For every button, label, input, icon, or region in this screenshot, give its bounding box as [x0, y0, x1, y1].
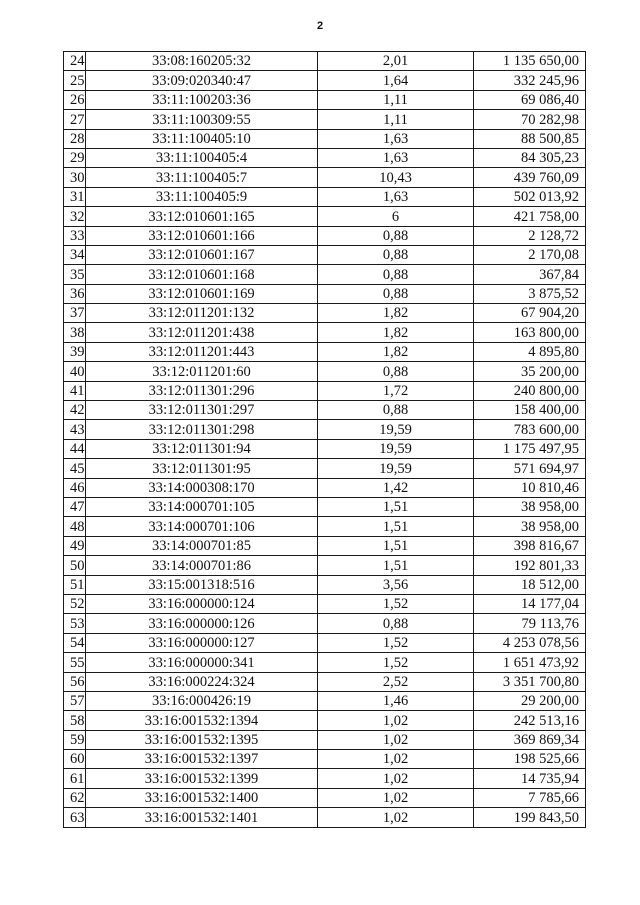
- cadastral-number-cell: 33:16:000000:124: [86, 594, 318, 613]
- cadastral-number-cell: 33:16:000000:126: [86, 614, 318, 633]
- row-number-cell: 48: [64, 517, 86, 536]
- cadastral-number-cell: 33:12:011201:443: [86, 342, 318, 361]
- area-value-cell: 1,63: [318, 129, 474, 148]
- cadastral-cost-cell: 2 170,08: [474, 245, 586, 264]
- area-value-cell: 1,82: [318, 304, 474, 323]
- cadastral-cost-cell: 70 282,98: [474, 110, 586, 129]
- table-row: [64, 594, 586, 613]
- area-value-cell: 1,02: [318, 750, 474, 769]
- area-value-cell: 19,59: [318, 420, 474, 439]
- cadastral-cost-cell: 79 113,76: [474, 614, 586, 633]
- cadastral-cost-cell: 1 175 497,95: [474, 439, 586, 458]
- area-value-cell: 0,88: [318, 226, 474, 245]
- row-number-cell: 60: [64, 750, 86, 769]
- row-number-cell: 44: [64, 439, 86, 458]
- cadastral-number-cell: 33:16:001532:1399: [86, 769, 318, 788]
- row-number-cell: 25: [64, 71, 86, 90]
- table-row: [64, 497, 586, 516]
- area-value-cell: 1,82: [318, 323, 474, 342]
- area-value-cell: 1,42: [318, 478, 474, 497]
- row-number-cell: 63: [64, 808, 86, 827]
- table-row: [64, 245, 586, 264]
- table-row: [64, 226, 586, 245]
- table-row: [64, 788, 586, 807]
- table-row: [64, 459, 586, 478]
- row-number-cell: 42: [64, 401, 86, 420]
- row-number-cell: 41: [64, 381, 86, 400]
- row-number-cell: 37: [64, 304, 86, 323]
- area-value-cell: 1,63: [318, 187, 474, 206]
- row-number-cell: 49: [64, 536, 86, 555]
- table-row: [64, 342, 586, 361]
- cadastral-number-cell: 33:08:160205:32: [86, 52, 318, 71]
- cadastral-number-cell: 33:16:001532:1395: [86, 730, 318, 749]
- cadastral-cost-cell: 783 600,00: [474, 420, 586, 439]
- cadastral-number-cell: 33:12:011201:60: [86, 362, 318, 381]
- cadastral-number-cell: 33:12:011301:95: [86, 459, 318, 478]
- cadastral-number-cell: 33:12:011301:296: [86, 381, 318, 400]
- row-number-cell: 45: [64, 459, 86, 478]
- area-value-cell: 1,46: [318, 691, 474, 710]
- row-number-cell: 52: [64, 594, 86, 613]
- table-row: [64, 401, 586, 420]
- table-row: [64, 556, 586, 575]
- cadastral-cost-cell: 67 904,20: [474, 304, 586, 323]
- table-row: [64, 381, 586, 400]
- row-number-cell: 57: [64, 691, 86, 710]
- area-value-cell: 1,63: [318, 148, 474, 167]
- cadastral-cost-cell: 7 785,66: [474, 788, 586, 807]
- cadastral-number-cell: 33:12:010601:166: [86, 226, 318, 245]
- cadastral-cost-cell: 35 200,00: [474, 362, 586, 381]
- cadastral-number-cell: 33:15:001318:516: [86, 575, 318, 594]
- cadastral-number-cell: 33:14:000308:170: [86, 478, 318, 497]
- table-row: [64, 207, 586, 226]
- cadastral-cost-cell: 369 869,34: [474, 730, 586, 749]
- area-value-cell: 2,01: [318, 52, 474, 71]
- cadastral-cost-cell: 4 895,80: [474, 342, 586, 361]
- area-value-cell: 2,52: [318, 672, 474, 691]
- cadastral-number-cell: 33:12:010601:167: [86, 245, 318, 264]
- row-number-cell: 46: [64, 478, 86, 497]
- cadastral-cost-cell: 199 843,50: [474, 808, 586, 827]
- row-number-cell: 59: [64, 730, 86, 749]
- cadastral-number-cell: 33:11:100405:9: [86, 187, 318, 206]
- area-value-cell: 1,02: [318, 769, 474, 788]
- row-number-cell: 30: [64, 168, 86, 187]
- row-number-cell: 26: [64, 90, 86, 109]
- area-value-cell: 1,52: [318, 653, 474, 672]
- cadastral-number-cell: 33:16:001532:1400: [86, 788, 318, 807]
- area-value-cell: 1,51: [318, 517, 474, 536]
- table-row: [64, 750, 586, 769]
- cadastral-number-cell: 33:12:011301:297: [86, 401, 318, 420]
- cadastral-number-cell: 33:16:001532:1401: [86, 808, 318, 827]
- cadastral-cost-cell: 332 245,96: [474, 71, 586, 90]
- table-row: [64, 90, 586, 109]
- cadastral-number-cell: 33:11:100203:36: [86, 90, 318, 109]
- cadastral-cost-cell: 192 801,33: [474, 556, 586, 575]
- cadastral-number-cell: 33:09:020340:47: [86, 71, 318, 90]
- cadastral-number-cell: 33:16:001532:1397: [86, 750, 318, 769]
- area-value-cell: 1,11: [318, 90, 474, 109]
- cadastral-number-cell: 33:14:000701:86: [86, 556, 318, 575]
- area-value-cell: 0,88: [318, 362, 474, 381]
- cadastral-number-cell: 33:11:100405:4: [86, 148, 318, 167]
- row-number-cell: 53: [64, 614, 86, 633]
- table-row: [64, 110, 586, 129]
- row-number-cell: 47: [64, 497, 86, 516]
- cadastral-value-table: [63, 51, 586, 828]
- cadastral-cost-cell: 4 253 078,56: [474, 633, 586, 652]
- row-number-cell: 36: [64, 284, 86, 303]
- cadastral-cost-cell: 10 810,46: [474, 478, 586, 497]
- area-value-cell: 19,59: [318, 459, 474, 478]
- area-value-cell: 1,51: [318, 497, 474, 516]
- row-number-cell: 50: [64, 556, 86, 575]
- row-number-cell: 62: [64, 788, 86, 807]
- row-number-cell: 31: [64, 187, 86, 206]
- cadastral-cost-cell: 3 875,52: [474, 284, 586, 303]
- table-row: [64, 304, 586, 323]
- area-value-cell: 6: [318, 207, 474, 226]
- table-row: [64, 517, 586, 536]
- cadastral-number-cell: 33:11:100405:7: [86, 168, 318, 187]
- table-row: [64, 536, 586, 555]
- area-value-cell: 1,02: [318, 788, 474, 807]
- cadastral-cost-cell: 38 958,00: [474, 517, 586, 536]
- table-row: [64, 52, 586, 71]
- cadastral-number-cell: 33:12:011201:132: [86, 304, 318, 323]
- table-row: [64, 614, 586, 633]
- row-number-cell: 55: [64, 653, 86, 672]
- table-row: [64, 129, 586, 148]
- area-value-cell: 19,59: [318, 439, 474, 458]
- cadastral-number-cell: 33:16:000000:341: [86, 653, 318, 672]
- cadastral-cost-cell: 3 351 700,80: [474, 672, 586, 691]
- table-row: [64, 633, 586, 652]
- row-number-cell: 29: [64, 148, 86, 167]
- cadastral-cost-cell: 367,84: [474, 265, 586, 284]
- cadastral-cost-cell: 18 512,00: [474, 575, 586, 594]
- cadastral-cost-cell: 1 135 650,00: [474, 52, 586, 71]
- cadastral-number-cell: 33:12:010601:165: [86, 207, 318, 226]
- table-row: [64, 691, 586, 710]
- row-number-cell: 34: [64, 245, 86, 264]
- row-number-cell: 24: [64, 52, 86, 71]
- cadastral-number-cell: 33:14:000701:106: [86, 517, 318, 536]
- cadastral-number-cell: 33:16:001532:1394: [86, 711, 318, 730]
- cadastral-cost-cell: 14 177,04: [474, 594, 586, 613]
- cadastral-cost-cell: 163 800,00: [474, 323, 586, 342]
- cadastral-number-cell: 33:12:010601:168: [86, 265, 318, 284]
- table-row: [64, 808, 586, 827]
- cadastral-number-cell: 33:14:000701:105: [86, 497, 318, 516]
- area-value-cell: 0,88: [318, 284, 474, 303]
- cadastral-cost-cell: 242 513,16: [474, 711, 586, 730]
- cadastral-cost-cell: 439 760,09: [474, 168, 586, 187]
- cadastral-number-cell: 33:11:100405:10: [86, 129, 318, 148]
- cadastral-number-cell: 33:11:100309:55: [86, 110, 318, 129]
- cadastral-cost-cell: 158 400,00: [474, 401, 586, 420]
- row-number-cell: 51: [64, 575, 86, 594]
- row-number-cell: 40: [64, 362, 86, 381]
- table-row: [64, 672, 586, 691]
- table-row: [64, 653, 586, 672]
- page-number: 2: [316, 20, 324, 32]
- row-number-cell: 35: [64, 265, 86, 284]
- table-row: [64, 711, 586, 730]
- cadastral-cost-cell: 1 651 473,92: [474, 653, 586, 672]
- table-row: [64, 362, 586, 381]
- table-row: [64, 769, 586, 788]
- cadastral-cost-cell: 2 128,72: [474, 226, 586, 245]
- cadastral-number-cell: 33:12:011301:298: [86, 420, 318, 439]
- cadastral-number-cell: 33:12:010601:169: [86, 284, 318, 303]
- area-value-cell: 1,02: [318, 711, 474, 730]
- area-value-cell: 1,82: [318, 342, 474, 361]
- area-value-cell: 1,52: [318, 633, 474, 652]
- area-value-cell: 1,51: [318, 556, 474, 575]
- area-value-cell: 3,56: [318, 575, 474, 594]
- cadastral-cost-cell: 571 694,97: [474, 459, 586, 478]
- table-row: [64, 168, 586, 187]
- row-number-cell: 61: [64, 769, 86, 788]
- row-number-cell: 56: [64, 672, 86, 691]
- area-value-cell: 1,64: [318, 71, 474, 90]
- table-row: [64, 187, 586, 206]
- area-value-cell: 0,88: [318, 614, 474, 633]
- area-value-cell: 0,88: [318, 401, 474, 420]
- table-row: [64, 265, 586, 284]
- area-value-cell: 0,88: [318, 245, 474, 264]
- cadastral-cost-cell: 88 500,85: [474, 129, 586, 148]
- cadastral-cost-cell: 421 758,00: [474, 207, 586, 226]
- table-row: [64, 71, 586, 90]
- cadastral-number-cell: 33:16:000000:127: [86, 633, 318, 652]
- cadastral-number-cell: 33:12:011301:94: [86, 439, 318, 458]
- area-value-cell: 1,02: [318, 808, 474, 827]
- area-value-cell: 1,72: [318, 381, 474, 400]
- row-number-cell: 54: [64, 633, 86, 652]
- row-number-cell: 32: [64, 207, 86, 226]
- cadastral-cost-cell: 38 958,00: [474, 497, 586, 516]
- row-number-cell: 39: [64, 342, 86, 361]
- cadastral-number-cell: 33:16:000224:324: [86, 672, 318, 691]
- row-number-cell: 38: [64, 323, 86, 342]
- area-value-cell: 0,88: [318, 265, 474, 284]
- table-row: [64, 478, 586, 497]
- cadastral-cost-cell: 398 816,67: [474, 536, 586, 555]
- area-value-cell: 1,51: [318, 536, 474, 555]
- area-value-cell: 10,43: [318, 168, 474, 187]
- cadastral-cost-cell: 29 200,00: [474, 691, 586, 710]
- row-number-cell: 27: [64, 110, 86, 129]
- cadastral-number-cell: 33:16:000426:19: [86, 691, 318, 710]
- cadastral-cost-cell: 198 525,66: [474, 750, 586, 769]
- table-row: [64, 420, 586, 439]
- cadastral-cost-cell: 502 013,92: [474, 187, 586, 206]
- table-body: [64, 52, 586, 828]
- row-number-cell: 43: [64, 420, 86, 439]
- cadastral-cost-cell: 84 305,23: [474, 148, 586, 167]
- table-row: [64, 323, 586, 342]
- table-row: [64, 575, 586, 594]
- cadastral-number-cell: 33:12:011201:438: [86, 323, 318, 342]
- table-row: [64, 148, 586, 167]
- cadastral-number-cell: 33:14:000701:85: [86, 536, 318, 555]
- table-row: [64, 439, 586, 458]
- row-number-cell: 33: [64, 226, 86, 245]
- cadastral-cost-cell: 69 086,40: [474, 90, 586, 109]
- table-row: [64, 730, 586, 749]
- area-value-cell: 1,02: [318, 730, 474, 749]
- row-number-cell: 58: [64, 711, 86, 730]
- cadastral-cost-cell: 240 800,00: [474, 381, 586, 400]
- area-value-cell: 1,52: [318, 594, 474, 613]
- area-value-cell: 1,11: [318, 110, 474, 129]
- table-row: [64, 284, 586, 303]
- cadastral-cost-cell: 14 735,94: [474, 769, 586, 788]
- row-number-cell: 28: [64, 129, 86, 148]
